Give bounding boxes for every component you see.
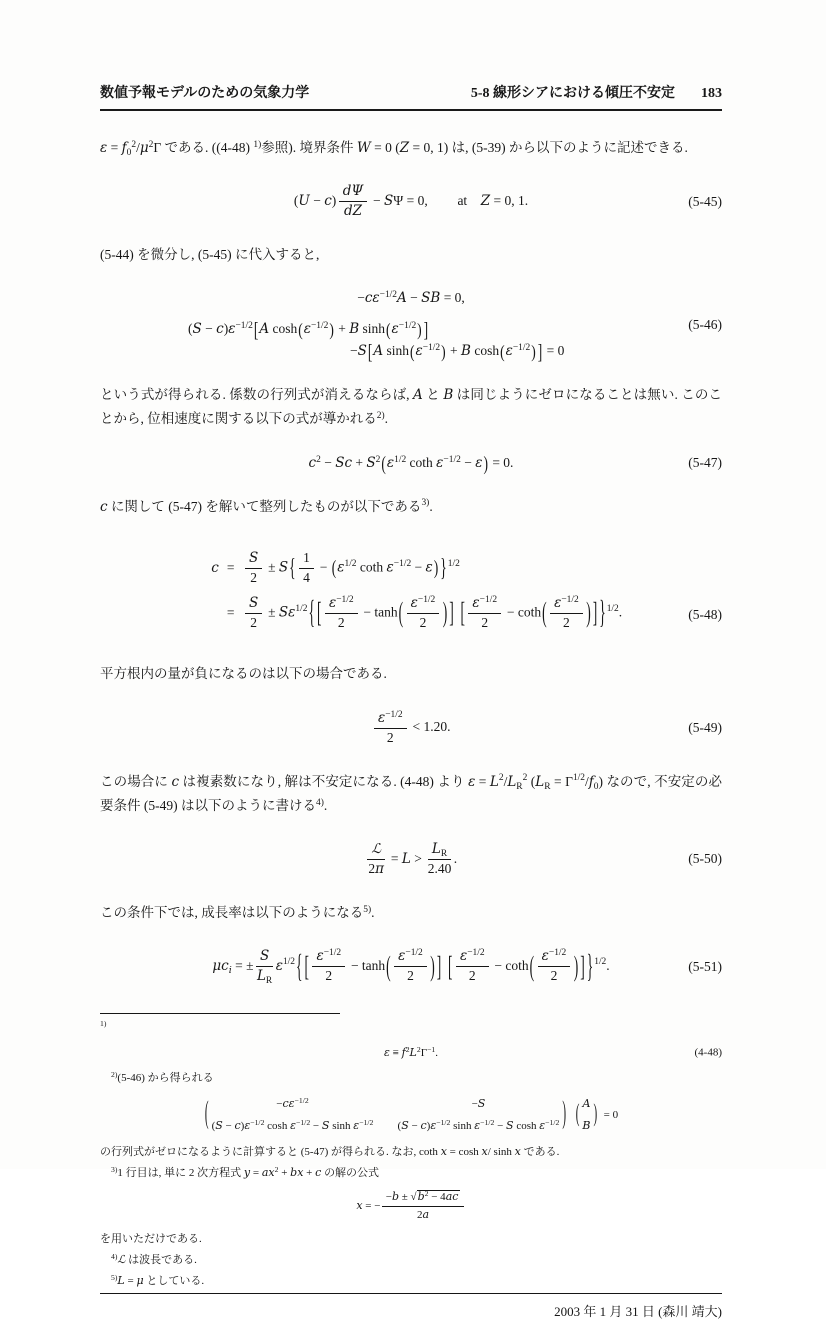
equation-5-45-body: (U − c) $\frac{d\Psi}{dZ}$ − SΨ = 0, at Z = 0, 1. [293, 183, 529, 220]
equation-5-46-line3: −S[A $\sinh(\varepsilon^{-1/2}) + B$ $\cosh(\varepsilon^{-1/2})$ ] = 0 [350, 339, 565, 364]
equation-4-48-body: $\varepsilon \equiv f^2L^2\Gamma^{-1}$. [384, 1044, 438, 1059]
equation-5-48-rows [200, 542, 622, 640]
page-header [100, 82, 722, 111]
equation-5-47-body: $c^2 - Sc + S^2(\varepsilon^{1/2}$ coth $\varepsilon^{-1/2} - \varepsilon) = 0$. [308, 452, 514, 474]
equation-4-48 [100, 1044, 722, 1062]
paragraph-intro: $\varepsilon = f_0^2/\mu^2\Gamma$ である. ((4-48) $^{1)}$参照). 境界条件 W = 0 (Z = 0, 1) は, (5-39) から以下のように記述できる. [100, 139, 688, 159]
footnote-2-matrix-equation [100, 1095, 722, 1135]
equation-5-51 [100, 948, 722, 985]
footnote-3-intro: $^{3)}$1 行目は, 単に 2 次方程式 $y = ax^2$ + bx + c の解の公式 [111, 1164, 380, 1180]
equation-5-49 [100, 710, 722, 747]
equation-5-45-tag: (5-45) [688, 193, 722, 209]
equation-5-48 [100, 542, 722, 640]
equation-5-48-lhs: c [211, 560, 219, 577]
equation-5-48-row1 [200, 550, 622, 587]
equals-sign: = [226, 605, 235, 621]
equation-5-46 [100, 290, 722, 364]
footnote-3-outro: を用いただけである. [100, 1232, 202, 1245]
equation-5-50-tag: (5-50) [688, 851, 722, 867]
equation-5-51-tag: (5-51) [688, 958, 722, 974]
equation-5-49-tag: (5-49) [688, 720, 722, 736]
paragraph-growth-rate: この条件下では, 成長率は以下のようになる$^{5)}$. [100, 904, 375, 920]
footnotes-section [100, 1007, 722, 1293]
equation-5-48-row2 [200, 595, 622, 632]
footnote-1-marker: 1) [100, 1018, 107, 1028]
equation-5-46-line2: $(S - c)\varepsilon^{-1/2}[A$ $\cosh(\varepsilon^{-1/2}) + B$ $\sinh(\varepsilon^{-1/2})$ ] [188, 317, 429, 342]
equation-5-48-rhs1: $\frac{S}{2}$ ± S{ $\frac{1}{4}$ − ($\varepsilon^{1/2}$ coth $\varepsilon^{-1/2} - \varepsilon$) }$^{1/2}$ [243, 550, 460, 587]
equation-5-50-body: ℒ 2π = L > $\frac{L_R}{2.40}$ . [368, 841, 458, 877]
equation-5-47 [100, 452, 722, 474]
footnote-3-quadratic-formula [100, 1190, 722, 1223]
equation-5-50 [100, 841, 722, 878]
paragraph-determinant: という式が得られる. 係数の行列式が消えるならば, A と B は同じようにゼロになることは無い. このことから, 位相速度に関する以下の式が導かれる$^{2)}$. [100, 387, 723, 427]
book-title: 数値予報モデルのための気象力学 [100, 86, 310, 101]
page-number: 183 [701, 86, 722, 101]
footnote-4: $^{4)}$ℒ は波長である. [111, 1251, 197, 1266]
paragraph-complex-c: この場合に c は複素数になり, 解は不安定になる. (4-48) より $\varepsilon = L^2/L_R^2$ $(L_R = \Gamma^{1/2}/f_0)$ なので, 不安定の必要条件 (5-49) は以下のように書ける$^{4)}$. [100, 773, 722, 813]
footer-date: 2003 年 1 月 31 日 (森川 靖大) [554, 1303, 722, 1319]
equation-5-46-line1: $-c\varepsilon^{-1/2}A$ − SB = 0, [357, 290, 465, 307]
equation-5-51-body: $\mu c_i$ = ± $\frac{S}{L_R}$ $\varepsilon^{1/2}${ [ $\frac{\varepsilon^{-1/2}}{2}$ − tanh( $\frac{\varepsilon^{-1/2}}{2}$ ) ] [ $\frac{\varepsilon^{-1/2}}{2}$ − coth( $\frac{\varepsilon^{-1/2}}{2}$ ) ] }$^{1/2}$. [212, 947, 610, 987]
equation-4-48-tag: (4-48) [694, 1046, 722, 1059]
equation-5-45 [100, 183, 722, 220]
paragraph-solve-c: c に関して (5-47) を解いて整列したものが以下である$^{3)}$. [100, 498, 433, 515]
paragraph-substitute: (5-44) を微分し, (5-45) に代入すると, [100, 247, 320, 263]
footnote-2-outro: の行列式がゼロになるように計算すると (5-47) が得られる. なお, coth x = cosh x/ sinh x である. [100, 1145, 560, 1159]
equation-5-49-body: $\frac{\varepsilon^{-1/2}}{2}$ < 1.20. [372, 719, 451, 734]
footnote-divider [100, 1013, 340, 1014]
footnote-2-matrix-body: ( $-c\varepsilon^{-1/2}$ −S $(S - c)\varepsilon^{-1/2}$ $\cosh \varepsilon^{-1/2} - S$ $\sinh \varepsilon^{-1/2}$ $(S - c)\varepsilon^{-1/2}$ $\sinh \varepsilon^{-1/2} - S$ $\cosh \varepsilon^{-1/2}$ ) ( A B ) = 0 [204, 1095, 619, 1133]
footnote-2-intro: $^{2)}$(5-46) から得られる [111, 1069, 214, 1084]
footnote-3-formula-body: x = − $\frac{-b \pm √b^2 - 4ac}{2a}$ [356, 1200, 465, 1212]
equation-5-47-tag: (5-47) [688, 455, 722, 471]
page-footer [100, 1293, 722, 1320]
equation-5-48-rhs2: $\frac{S}{2}$ ± $S\varepsilon^{1/2}${ [ $\frac{\varepsilon^{-1/2}}{2}$ − tanh( $\frac{\varepsilon^{-1/2}}{2}$ ) ] [ $\frac{\varepsilon^{-1/2}}{2}$ − coth( $\frac{\varepsilon^{-1/2}}{2}$ ) ] }$^{1/2}$. [243, 595, 623, 632]
header-right-group [471, 82, 722, 102]
section-title: 5-8 線形シアにおける傾圧不安定 [470, 86, 675, 101]
paragraph-sqrt-negative: 平方根内の量が負になるのは以下の場合である. [100, 666, 387, 682]
footnote-5: $^{5)}$L = μ としている. [111, 1272, 205, 1287]
equals-sign: = [226, 560, 235, 576]
equation-5-48-tag: (5-48) [688, 607, 722, 623]
equation-5-46-tag: (5-46) [688, 317, 722, 333]
